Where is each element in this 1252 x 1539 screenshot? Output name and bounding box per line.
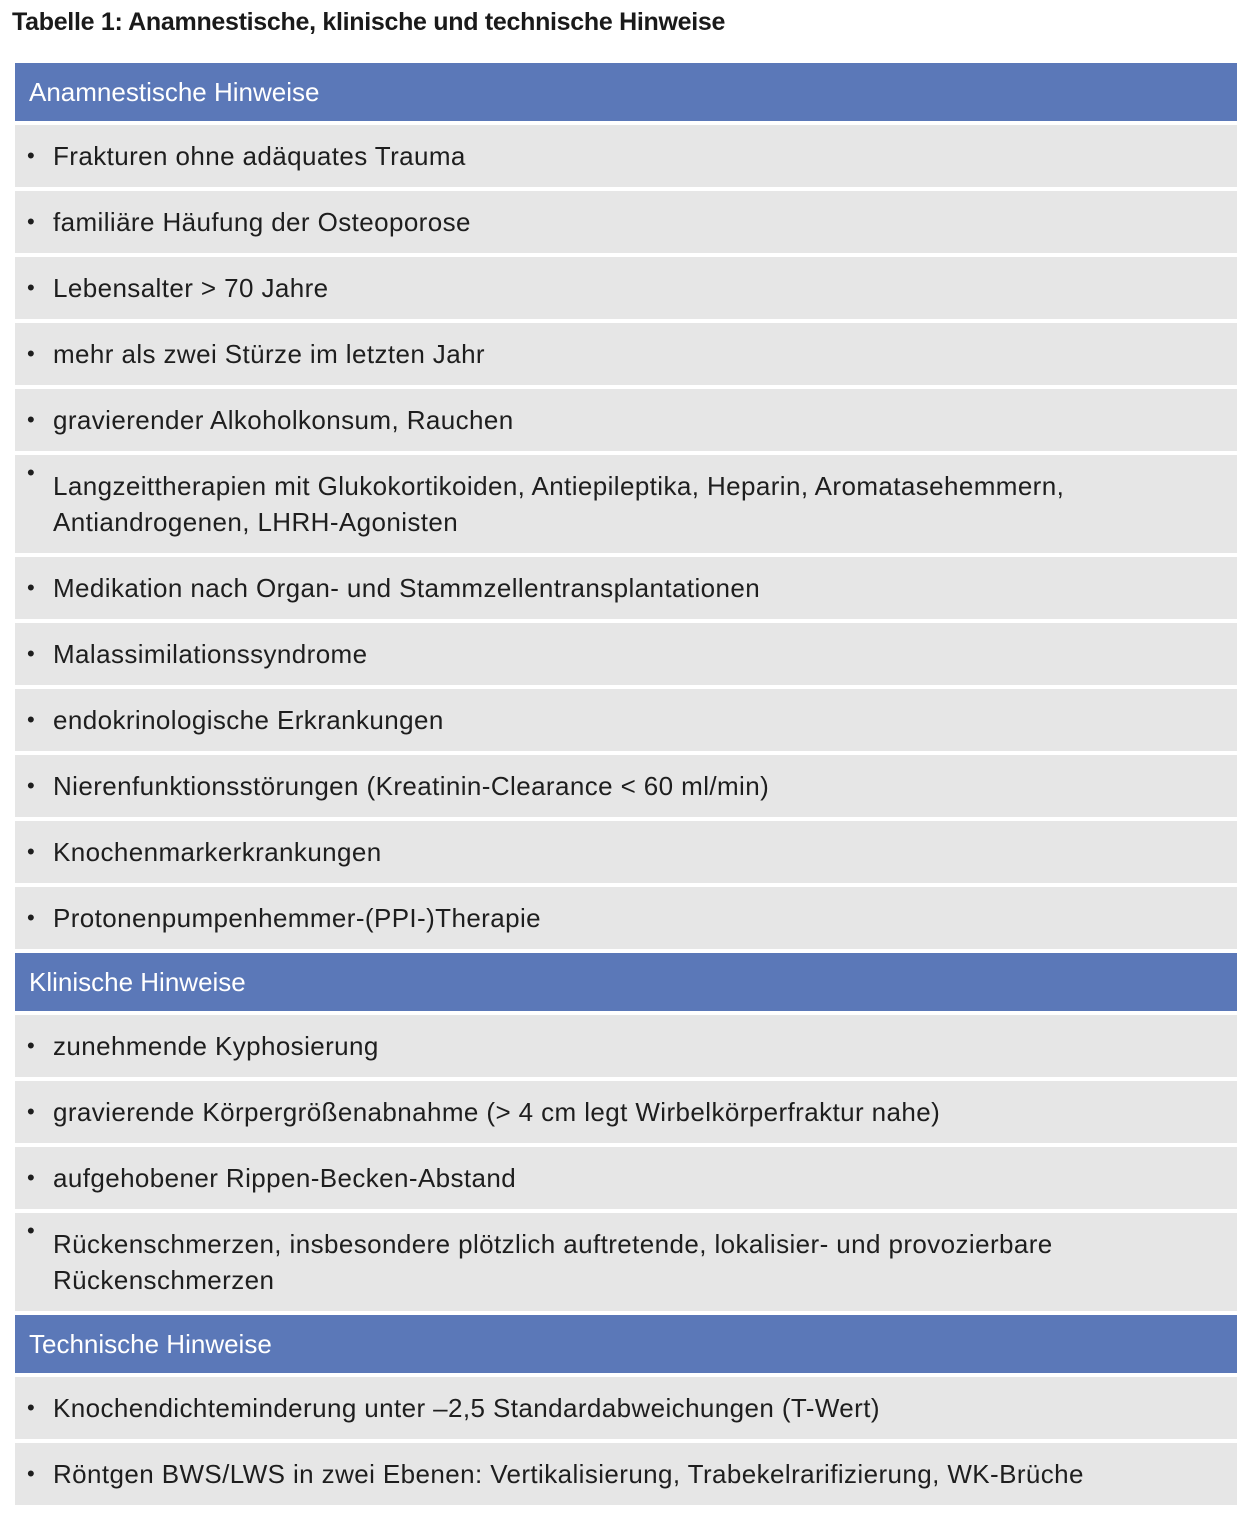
table-row [15,557,1237,619]
table-row [15,323,1237,385]
row-text: familiäre Häufung der Osteoporose [53,207,471,237]
table-row [15,1147,1237,1209]
bullet-icon: • [27,641,36,666]
row-text: Medikation nach Organ- und Stammzellentransplantationen [53,573,761,603]
hinweise-table [15,63,1237,1509]
row-text: endokrinologische Erkrankungen [53,705,444,735]
bullet-icon: • [27,460,36,485]
section-header: Klinische Hinweise [15,953,1237,1011]
table-row [15,389,1237,451]
bullet-icon: • [27,1033,36,1058]
bullet-icon: • [27,575,36,600]
section-anamnestische-hinweise [15,63,1237,949]
table-row [15,689,1237,751]
table-row [15,125,1237,187]
section-technische-hinweise [15,1315,1237,1505]
bullet-icon: • [27,341,36,366]
table-row [15,623,1237,685]
bullet-icon: • [27,1218,36,1243]
table-row [15,191,1237,253]
row-text: zunehmende Kyphosierung [53,1031,379,1061]
table-title: Tabelle 1: Anamnestische, klinische und technische Hinweise [12,8,726,36]
row-text: Rückenschmerzen, insbesondere plötzlich auftretende, lokalisier- und provozierbare Rückenschmerzen [53,1229,1053,1295]
bullet-icon: • [27,143,36,168]
bullet-icon: • [27,839,36,864]
bullet-icon: • [27,773,36,798]
row-text: Protonenpumpenhemmer-(PPI-)Therapie [53,903,541,933]
row-text: gravierender Alkoholkonsum, Rauchen [53,405,514,435]
bullet-icon: • [27,407,36,432]
table-row [15,1015,1237,1077]
table-row [15,821,1237,883]
bullet-icon: • [27,707,36,732]
bullet-icon: • [27,1461,36,1486]
bullet-icon: • [27,1165,36,1190]
table-row [15,1377,1237,1439]
row-text: Nierenfunktionsstörungen (Kreatinin-Clearance < 60 ml/min) [53,771,770,801]
section-header: Technische Hinweise [15,1315,1237,1373]
row-text: Knochendichteminderung unter –2,5 Standardabweichungen (T-Wert) [53,1393,880,1423]
row-text: Lebensalter > 70 Jahre [53,273,329,303]
row-text: mehr als zwei Stürze im letzten Jahr [53,339,485,369]
bullet-icon: • [27,275,36,300]
section-header: Anamnestische Hinweise [15,63,1237,121]
table-row [15,1081,1237,1143]
bullet-icon: • [27,1099,36,1124]
row-text: Knochenmarkerkrankungen [53,837,382,867]
row-text: aufgehobener Rippen-Becken-Abstand [53,1163,517,1193]
row-text: Frakturen ohne adäquates Trauma [53,141,466,171]
bullet-icon: • [27,1395,36,1420]
bullet-icon: • [27,209,36,234]
table-row [15,887,1237,949]
section-klinische-hinweise [15,953,1237,1311]
row-text: Malassimilationssyndrome [53,639,368,669]
table-row [15,1443,1237,1505]
table-row [15,257,1237,319]
table-row [15,455,1237,553]
row-text: Langzeittherapien mit Glukokortikoiden, Antiepileptika, Heparin, Aromatasehemmern, Antiandrogenen, LHRH-Agonisten [53,471,1065,537]
bullet-icon: • [27,905,36,930]
row-text: gravierende Körpergrößenabnahme (> 4 cm legt Wirbelkörperfraktur nahe) [53,1097,941,1127]
table-row [15,755,1237,817]
row-text: Röntgen BWS/LWS in zwei Ebenen: Vertikalisierung, Trabekelrarifizierung, WK-Brüche [53,1459,1084,1489]
table-row [15,1213,1237,1311]
